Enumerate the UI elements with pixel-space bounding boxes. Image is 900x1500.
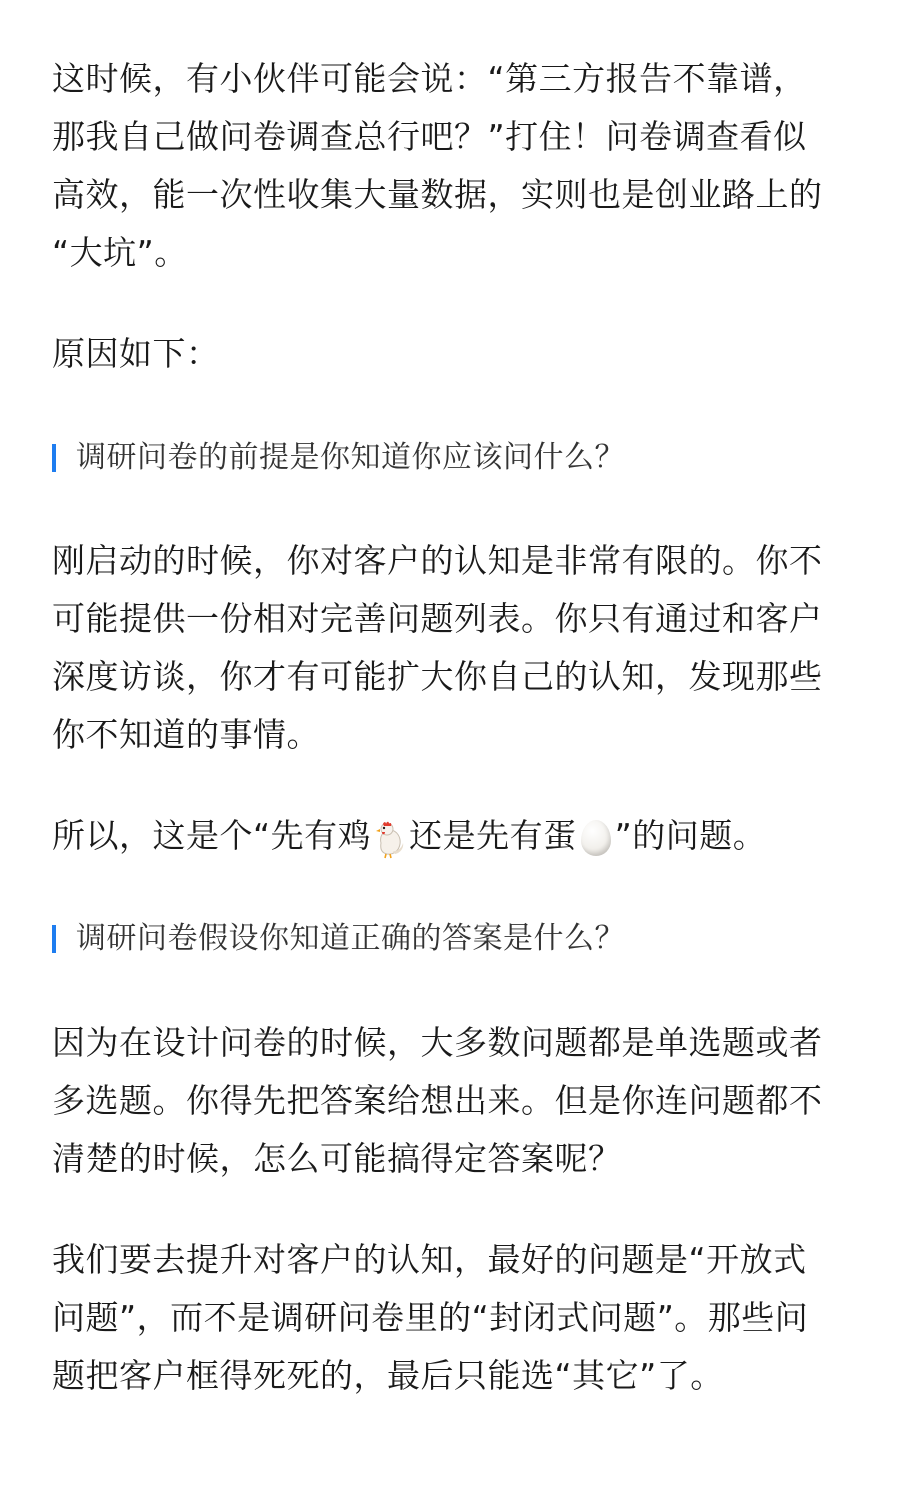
- paragraph-line: 题把客户框得死死的，最后只能选“其它”了。: [52, 1356, 724, 1395]
- paragraph-line: 可能提供一份相对完善问题列表。你只有通过和客户: [52, 599, 823, 638]
- chicken-icon: [373, 819, 407, 857]
- heading-accent-bar: [52, 925, 56, 953]
- paragraph-line: “大坑”。: [52, 233, 188, 272]
- paragraph-line: 深度访谈，你才有可能扩大你自己的认知，发现那些: [52, 657, 823, 696]
- paragraph-line: 多选题。你得先把答案给想出来。但是你连问题都不: [52, 1081, 823, 1120]
- paragraph-line: 刚启动的时候，你对客户的认知是非常有限的。你不: [52, 541, 823, 580]
- paragraph-line: 清楚的时候，怎么可能搞得定答案呢？: [52, 1139, 622, 1178]
- egg-icon: [579, 819, 613, 857]
- text-part: 所以，这是个“先有鸡: [52, 816, 372, 855]
- heading-text: 调研问卷的前提是你知道你应该问什么？: [76, 440, 625, 475]
- paragraph-line: 原因如下：: [52, 334, 220, 373]
- section-heading-2: [52, 919, 852, 959]
- paragraph-line: 那我自己做问卷调查总行吧？”打住！问卷调查看似: [52, 117, 807, 156]
- section-heading-1: [52, 438, 852, 478]
- paragraph-line: 问题”，而不是调研问卷里的“封闭式问题”。那些问: [52, 1298, 809, 1337]
- paragraph-chicken-egg: [52, 807, 852, 865]
- paragraph-open-questions: [52, 1231, 852, 1405]
- paragraph-intro: [52, 50, 852, 282]
- paragraph-line: [52, 807, 852, 865]
- heading-text: 调研问卷假设你知道正确的答案是什么？: [76, 921, 625, 956]
- text-part: 还是先有蛋: [409, 816, 577, 855]
- paragraph-reasons: [52, 325, 852, 383]
- paragraph-line: 你不知道的事情。: [52, 715, 320, 754]
- paragraph-answers: [52, 1014, 852, 1188]
- heading-accent-bar: [52, 444, 56, 472]
- paragraph-line: 高效，能一次性收集大量数据，实则也是创业路上的: [52, 175, 823, 214]
- paragraph-cognition: [52, 532, 852, 764]
- paragraph-line: 我们要去提升对客户的认知，最好的问题是“开放式: [52, 1240, 807, 1279]
- text-part: ”的问题。: [614, 816, 767, 855]
- paragraph-line: 因为在设计问卷的时候，大多数问题都是单选题或者: [52, 1023, 823, 1062]
- paragraph-line: 这时候，有小伙伴可能会说：“第三方报告不靠谱，: [52, 59, 807, 98]
